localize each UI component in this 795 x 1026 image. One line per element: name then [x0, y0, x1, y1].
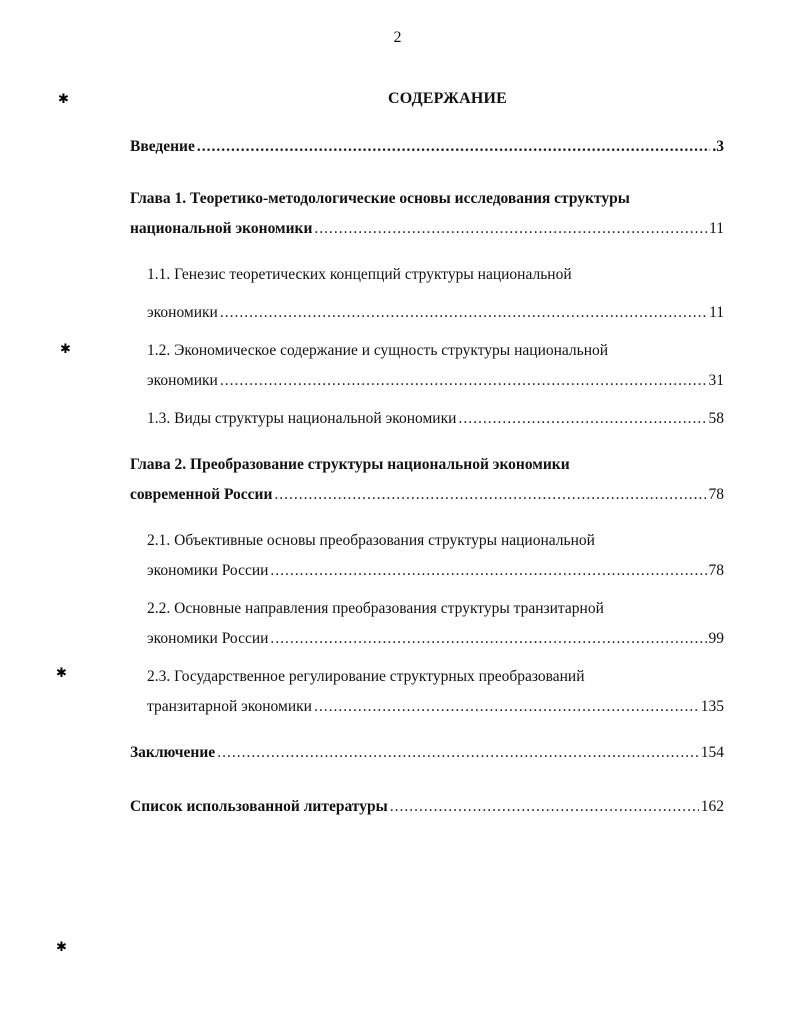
- toc-leader: [217, 744, 699, 762]
- toc-page: 99: [708, 630, 724, 647]
- margin-mark-icon: ✱: [58, 92, 69, 107]
- toc-entry-section-1-3[interactable]: [147, 410, 724, 432]
- toc-section-2-3-title[interactable]: 2.3. Государственное регулирование структурных преобразований: [147, 668, 585, 685]
- toc-leader: [314, 698, 699, 716]
- toc-entry-section-1-1[interactable]: [147, 304, 724, 326]
- toc-page: 78: [708, 486, 724, 503]
- toc-section-1-1-title[interactable]: 1.1. Генезис теоретических концепций структуры национальной: [147, 266, 572, 283]
- toc-label: современной России: [130, 486, 273, 503]
- toc-label: Заключение: [130, 744, 216, 761]
- toc-page: 135: [700, 698, 724, 715]
- toc-label: экономики России: [147, 630, 269, 647]
- toc-leader: [270, 630, 706, 648]
- toc-entry-section-2-3[interactable]: [147, 698, 724, 720]
- margin-mark-icon: ✱: [56, 666, 67, 681]
- toc-page: 78: [708, 562, 724, 579]
- toc-chapter-1-title[interactable]: Глава 1. Теоретико-методологические основы исследования структуры: [130, 190, 630, 207]
- toc-entry-section-2-2[interactable]: [147, 630, 724, 652]
- toc-page: 11: [709, 304, 724, 321]
- toc-entry-chapter-1[interactable]: [130, 220, 724, 242]
- toc-page: 11: [709, 220, 724, 237]
- toc-label: Введение: [130, 138, 195, 155]
- toc-leader: [314, 220, 707, 238]
- toc-page: 58: [708, 410, 724, 427]
- toc-section-2-1-title[interactable]: 2.1. Объективные основы преобразования структуры национальной: [147, 532, 595, 549]
- toc-leader: [220, 304, 707, 322]
- toc-label: экономики: [147, 304, 218, 321]
- toc-leader: [270, 562, 706, 580]
- toc-entry-chapter-2[interactable]: [130, 486, 724, 508]
- toc-label: Список использованной литературы: [130, 798, 388, 815]
- toc-page: .3: [712, 138, 724, 155]
- toc-page: 154: [700, 744, 724, 761]
- page-title: СОДЕРЖАНИЕ: [387, 90, 508, 107]
- toc-entry-section-1-2[interactable]: [147, 372, 724, 394]
- toc-label: экономики: [147, 372, 218, 389]
- toc-chapter-2-title[interactable]: Глава 2. Преобразование структуры национальной экономики: [130, 456, 570, 473]
- toc-entry-intro[interactable]: [130, 138, 724, 160]
- toc-label: национальной экономики: [130, 220, 313, 237]
- margin-mark-icon: ✱: [56, 940, 67, 955]
- toc-page: 162: [700, 798, 724, 815]
- toc-label: 1.3. Виды структуры национальной экономики: [147, 410, 457, 427]
- toc-entry-references[interactable]: [130, 798, 724, 820]
- margin-mark-icon: ✱: [60, 342, 71, 357]
- toc-section-2-2-title[interactable]: 2.2. Основные направления преобразования структуры транзитарной: [147, 600, 604, 617]
- page-number: 2: [393, 29, 402, 46]
- toc-entry-section-2-1[interactable]: [147, 562, 724, 584]
- toc-leader: [390, 798, 699, 816]
- toc-label: транзитарной экономики: [147, 698, 312, 715]
- toc-leader: [220, 372, 707, 390]
- toc-leader: [197, 138, 711, 156]
- toc-section-1-2-title[interactable]: 1.2. Экономическое содержание и сущность структуры национальной: [147, 342, 609, 359]
- toc-page: 31: [708, 372, 724, 389]
- toc-leader: [458, 410, 706, 428]
- toc-entry-conclusion[interactable]: [130, 744, 724, 766]
- toc-label: экономики России: [147, 562, 269, 579]
- toc-leader: [274, 486, 706, 504]
